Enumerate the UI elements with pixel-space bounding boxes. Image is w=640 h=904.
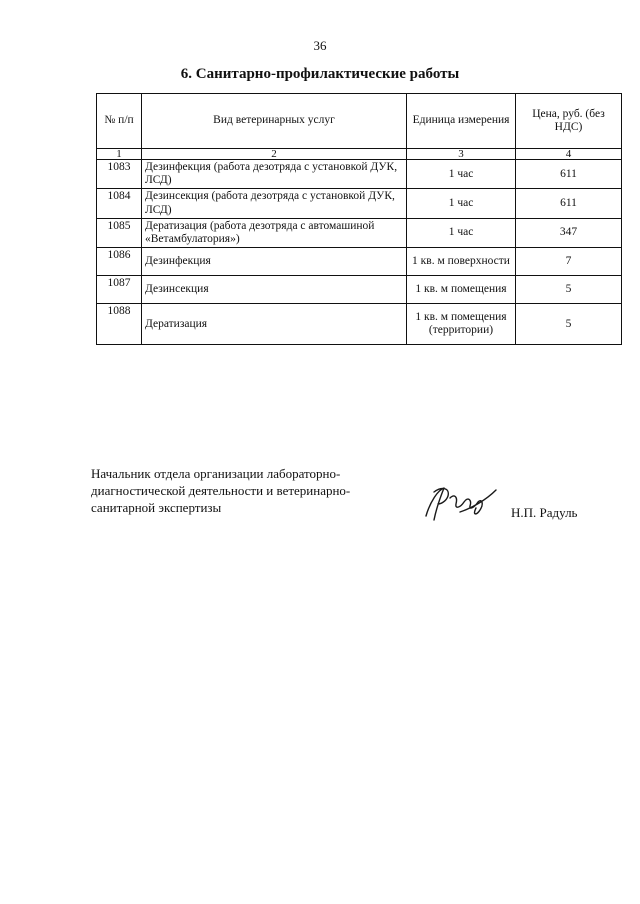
handwritten-signature — [420, 482, 500, 524]
row-price: 611 — [516, 160, 622, 189]
header-price: Цена, руб. (без НДС) — [516, 94, 622, 149]
page-number: 36 — [313, 38, 327, 53]
header-service: Вид ветеринарных услуг — [142, 94, 407, 149]
price-table — [96, 93, 622, 345]
row-service: Дезинсекция — [142, 276, 407, 304]
index-cell: 3 — [407, 149, 516, 160]
row-unit: 1 кв. м поверхности — [407, 248, 516, 276]
row-price: 611 — [516, 189, 622, 218]
signer-name: Н.П. Радуль — [511, 505, 578, 520]
row-num: 1085 — [97, 218, 142, 247]
index-cell: 2 — [142, 149, 407, 160]
row-service: Дератизация — [142, 304, 407, 345]
row-unit: 1 час — [407, 218, 516, 247]
row-unit: 1 кв. м помещения — [407, 276, 516, 304]
header-unit: Единица измерения — [407, 94, 516, 149]
index-cell: 1 — [97, 149, 142, 160]
row-num: 1086 — [97, 248, 142, 276]
row-price: 5 — [516, 276, 622, 304]
row-service: Дезинфекция — [142, 248, 407, 276]
row-unit: 1 час — [407, 160, 516, 189]
table-row — [97, 304, 622, 345]
row-price: 5 — [516, 304, 622, 345]
row-num: 1083 — [97, 160, 142, 189]
row-unit: 1 кв. м помещения (территории) — [407, 304, 516, 345]
table-header-row — [97, 94, 622, 149]
row-unit: 1 час — [407, 189, 516, 218]
row-num: 1087 — [97, 276, 142, 304]
table-row — [97, 189, 622, 218]
row-num: 1084 — [97, 189, 142, 218]
table-row — [97, 218, 622, 247]
row-price: 7 — [516, 248, 622, 276]
table-index-row — [97, 149, 622, 160]
index-cell: 4 — [516, 149, 622, 160]
table-row — [97, 276, 622, 304]
row-service: Дезинфекция (работа дезотряда с установкой ДУК, ЛСД) — [142, 160, 407, 189]
row-service: Дератизация (работа дезотряда с автомашиной «Ветамбулатория») — [142, 218, 407, 247]
header-num: № п/п — [97, 94, 142, 149]
row-num: 1088 — [97, 304, 142, 345]
table-row — [97, 248, 622, 276]
signatory-position: Начальник отдела организации лабораторно-диагностической деятельности и ветеринарно-санитарной экспертизы — [91, 466, 351, 515]
row-price: 347 — [516, 218, 622, 247]
row-service: Дезинсекция (работа дезотряда с установкой ДУК, ЛСД) — [142, 189, 407, 218]
section-title: 6. Санитарно-профилактические работы — [180, 66, 460, 82]
table-row — [97, 160, 622, 189]
